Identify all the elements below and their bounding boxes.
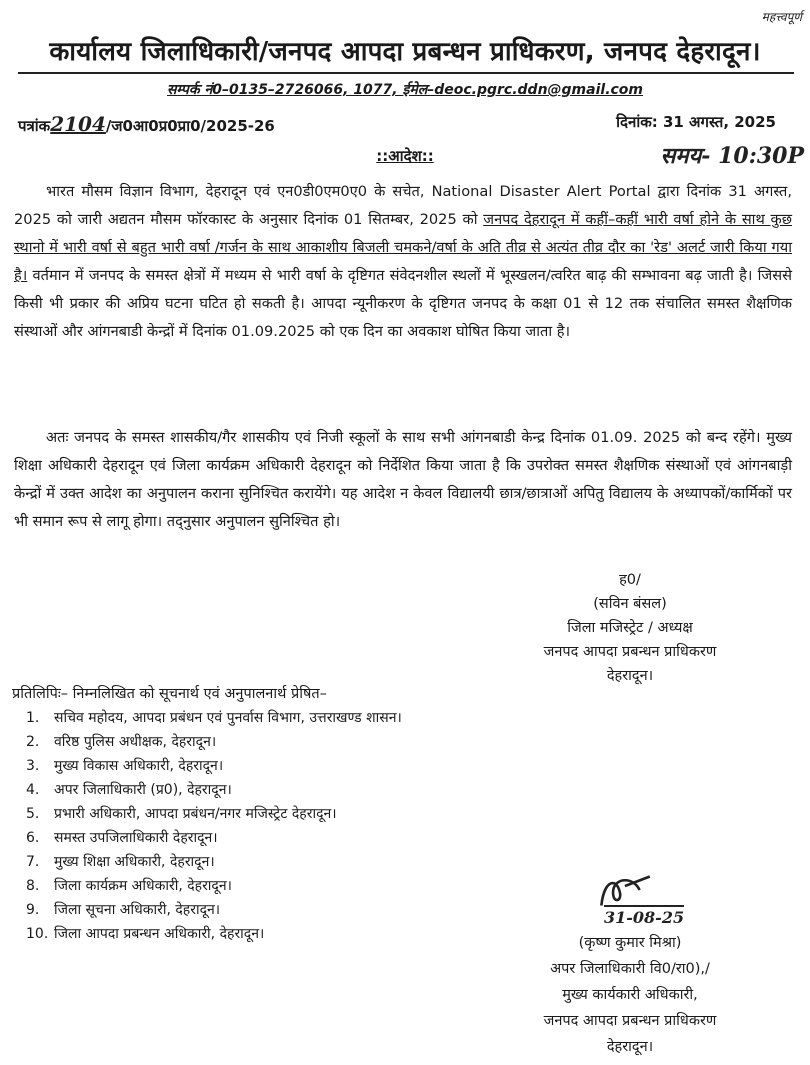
signatory-place: देहरादून। — [606, 668, 654, 684]
copy-to-heading: प्रतिलिपिः– निम्नलिखित को सूचनार्थ एवं अनुपालनार्थ प्रेषित– — [12, 686, 327, 702]
copy-to-item-text: समस्त उपजिलाधिकारी देहरादून। — [54, 830, 218, 846]
signatory2-place: देहरादून। — [606, 1039, 654, 1055]
copy-to-item — [26, 730, 402, 754]
signatory-authority: जनपद आपदा प्रबन्धन प्राधिकरण — [543, 644, 717, 660]
signatory-designation: जिला मजिस्ट्रेट / अध्यक्ष — [567, 620, 693, 636]
copy-to-item-text: मुख्य विकास अधिकारी, देहरादून। — [54, 758, 224, 774]
copy-to-item — [26, 826, 402, 850]
copy-to-item-text: सचिव महोदय, आपदा प्रबंधन एवं पुनर्वास विभाग, उत्तराखण्ड शासन। — [54, 710, 402, 726]
office-title: कार्यालय जिलाधिकारी/जनपद आपदा प्रबन्धन प्राधिकरण, जनपद देहरादून। — [49, 37, 761, 67]
copy-to-item-text: जिला सूचना अधिकारी, देहरादून। — [54, 902, 221, 918]
copy-to-item-number: 10. — [26, 926, 49, 942]
document-date: दिनांक: 31 अगस्त, 2025 — [616, 113, 776, 131]
copy-to-item-number: 6. — [26, 830, 40, 846]
p1-text-start: भारत मौसम विज्ञान विभाग, देहरादून एवं एन0डी0एम0ए0 के सचेत, National Disaster Alert Portal द्वारा दिनांक 31 अगस्त, 2025 को जारी अद्यतन मौसम फॉरकास्ट के अनुसार दिनांक 01 सितम्बर, 2025 को — [14, 183, 792, 228]
p1-red-alert-text: जनपद देहरादून में कहीं–कहीं भारी वर्षा होने के साथ कुछ स्थानो में भारी वर्षा से बहुत भारी वर्षा /गर्जन के साथ आकाशीय बिजली चमकने/वर्षा के अति तीव्र से अत्यंत तीव्र दौर का 'रेड' अलर्ट जारी किया गया है। — [14, 211, 792, 284]
title-divider — [18, 72, 794, 74]
reference-number — [18, 112, 275, 136]
important-handwritten-note: महत्त्वपूर्ण — [761, 10, 802, 24]
copy-to-list — [26, 706, 402, 946]
ref-suffix: /ज0आ0प्र0प्रा0/2025-26 — [105, 117, 275, 135]
copy-to-item — [26, 898, 402, 922]
signatory-block-dm — [470, 568, 790, 688]
order-heading: ::आदेश:: — [376, 147, 434, 165]
copy-to-item-text: प्रभारी अधिकारी, आपदा प्रबंधन/नगर मजिस्ट्रेट देहरादून। — [54, 806, 337, 822]
contact-line: सम्पर्क नं0–0135–2726066, 1077, ईमेल–deoc.pgrc.ddn@gmail.com — [166, 82, 644, 98]
copy-to-item — [26, 754, 402, 778]
copy-to-item-number: 2. — [26, 734, 40, 750]
copy-to-item — [26, 802, 402, 826]
signatory2-post: मुख्य कार्यकारी अधिकारी, — [562, 987, 698, 1003]
p1-text-end: वर्तमान में जनपद के समस्त क्षेत्रों में मध्यम से भारी वर्षा के दृष्टिगत संवेदनशील स्थलों में भूस्खलन/त्वरित बाढ़ की सम्भावना बढ़ जाती है। जिससे किसी भी प्रकार की अप्रिय घटना घटित हो सकती है। आपदा न्यूनीकरण के दृष्टिगत जनपद के कक्षा 01 से 12 तक संचालित समस्त शैक्षणिक संस्थाओं और आंगनबाडी केन्द्रों में दिनांक 01.09.2025 को एक दिन का अवकाश घोषित किया जाता है। — [14, 267, 792, 340]
ref-handwritten-number: 2104 — [50, 112, 106, 136]
copy-to-item — [26, 874, 402, 898]
copy-to-item-number: 9. — [26, 902, 40, 918]
copy-to-item — [26, 922, 402, 946]
signature-date: 31-08-25 — [604, 905, 684, 927]
handwritten-time: समय- 10:30P — [660, 143, 804, 169]
copy-to-item-number: 8. — [26, 878, 40, 894]
copy-to-item-number: 5. — [26, 806, 40, 822]
copy-to-item-text: मुख्य शिक्षा अधिकारी, देहरादून। — [54, 854, 215, 870]
ref-prefix: पत्रांक — [18, 117, 51, 135]
copy-to-item-number: 7. — [26, 854, 40, 870]
signatory2-authority: जनपद आपदा प्रबन्धन प्राधिकरण — [543, 1013, 717, 1029]
copy-to-item-text: अपर जिलाधिकारी (प्र0), देहरादून। — [54, 782, 232, 798]
order-paragraph-1 — [14, 178, 792, 346]
copy-to-item — [26, 778, 402, 802]
copy-to-item — [26, 850, 402, 874]
copy-to-item-number: 1. — [26, 710, 40, 726]
copy-to-item-text: जिला आपदा प्रबन्धन अधिकारी, देहरादून। — [54, 926, 265, 942]
signatory2-name: (कृष्ण कुमार मिश्रा) — [578, 935, 682, 951]
copy-to-item-text: जिला कार्यक्रम अधिकारी, देहरादून। — [54, 878, 232, 894]
signatory2-designation: अपर जिलाधिकारी वि0/रा0),/ — [550, 961, 710, 977]
copy-to-item-number: 3. — [26, 758, 40, 774]
copy-to-item — [26, 706, 402, 730]
copy-to-item-number: 4. — [26, 782, 40, 798]
signed-mark: ह0/ — [619, 572, 641, 588]
signatory-block-adm — [470, 930, 790, 1060]
signatory-name: (सविन बंसल) — [593, 596, 667, 612]
order-paragraph-2: अतः जनपद के समस्त शासकीय/गैर शासकीय एवं निजी स्कूलों के साथ सभी आंगनबाडी केन्द्र दिनांक 01.09. 2025 को बन्द रहेंगे। मुख्य शिक्षा अधिकारी देहरादून एवं जिला कार्यक्रम अधिकारी देहरादून को निर्देशित किया जाता है कि उपरोक्त समस्त शैक्षणिक संस्थाओं एवं आंगनबाड़ी केन्द्रों में उक्त आदेश का अनुपालन कराना सुनिश्चित करायेंगे। यह आदेश न केवल विद्यालयी छात्र/छात्राओं अपितु विद्यालय के अध्यापकों/कार्मिकों पर भी समान रूप से लागू होगा। तद्नुसार अनुपालन सुनिश्चित हो। — [14, 429, 792, 530]
copy-to-item-text: वरिष्ठ पुलिस अधीक्षक, देहरादून। — [54, 734, 217, 750]
